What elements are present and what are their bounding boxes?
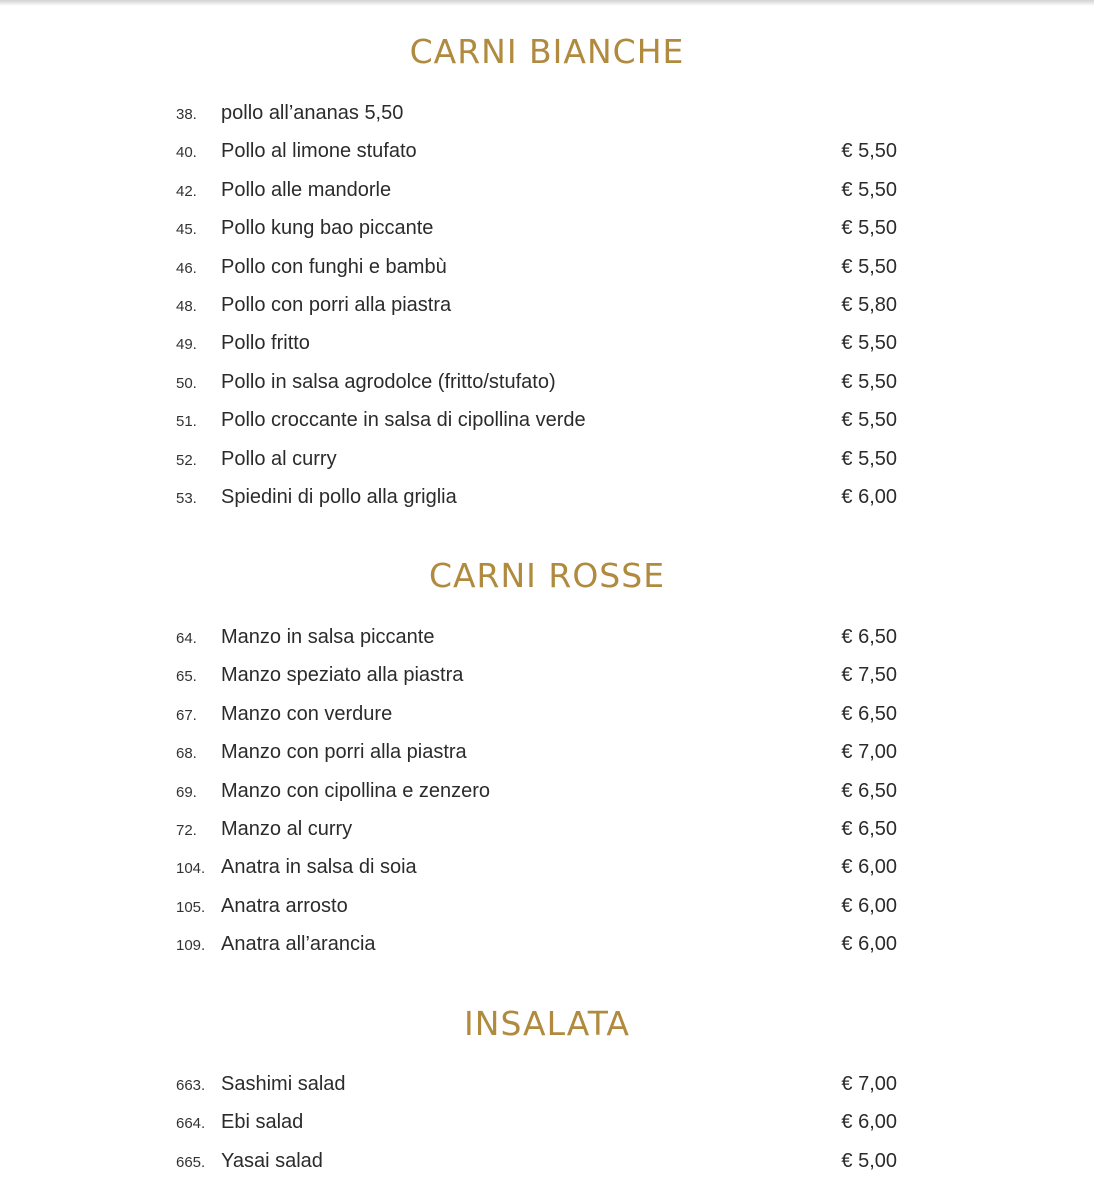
item-price: € 5,50	[841, 255, 897, 278]
item-number: 40.	[176, 144, 197, 162]
list-item	[0, 480, 1094, 518]
item-name: Anatra in salsa di soia	[221, 856, 417, 879]
list-item	[0, 658, 1094, 696]
item-name: Anatra arrosto	[221, 894, 348, 917]
list-item	[0, 1105, 1094, 1143]
list-item	[0, 173, 1094, 211]
item-name: Pollo con funghi e bambù	[221, 255, 447, 278]
item-number: 53.	[176, 489, 197, 507]
item-name: Spiedini di pollo alla griglia	[221, 485, 457, 508]
item-number: 72.	[176, 821, 197, 839]
item-price: € 5,50	[841, 447, 897, 470]
item-price: € 7,00	[841, 1073, 897, 1095]
item-name: Manzo con porri alla piastra	[221, 741, 467, 764]
item-price: € 5,80	[841, 293, 897, 316]
item-price: € 6,00	[841, 485, 897, 508]
item-price: € 5,50	[841, 140, 897, 163]
section-title-carni-bianche: CARNI BIANCHE	[409, 32, 685, 71]
item-price: € 6,00	[841, 856, 897, 879]
list-item	[0, 326, 1094, 364]
item-price: € 5,50	[841, 217, 897, 240]
list-item	[0, 697, 1094, 735]
list-item	[0, 365, 1094, 403]
item-price: € 5,50	[841, 332, 897, 355]
item-price: € 5,00	[841, 1149, 897, 1172]
item-name: Pollo in salsa agrodolce (fritto/stufato)	[221, 370, 556, 393]
section-title-carni-rosse: CARNI ROSSE	[428, 556, 666, 595]
item-price: € 5,50	[841, 370, 897, 393]
item-price: € 6,50	[841, 626, 897, 648]
item-name: Pollo alle mandorle	[221, 178, 392, 201]
menu-list-carni-bianche	[0, 96, 1094, 518]
item-name: Yasai salad	[221, 1149, 323, 1172]
item-number: 65.	[176, 668, 197, 686]
item-number: 42.	[176, 182, 197, 200]
list-item	[0, 620, 1094, 658]
menu-list-insalata	[0, 1067, 1094, 1182]
list-item	[0, 442, 1094, 480]
item-name: Anatra all’arancia	[221, 933, 376, 956]
list-item	[0, 403, 1094, 441]
item-name: Pollo con porri alla piastra	[221, 293, 452, 316]
item-name: Pollo kung bao piccante	[221, 217, 434, 240]
item-price: € 6,00	[841, 1111, 897, 1134]
item-name: pollo all’ananas 5,50	[221, 102, 404, 124]
list-item	[0, 1144, 1094, 1182]
list-item	[0, 774, 1094, 812]
list-item	[0, 1067, 1094, 1105]
item-name: Pollo croccante in salsa di cipollina verde	[221, 409, 586, 432]
section-title-insalata: INSALATA	[464, 1004, 630, 1043]
item-price: € 6,50	[841, 779, 897, 802]
item-number: 67.	[176, 706, 197, 724]
list-item	[0, 211, 1094, 249]
item-number: 68.	[176, 745, 197, 763]
item-name: Manzo in salsa piccante	[221, 626, 435, 648]
item-price: € 6,50	[841, 817, 897, 840]
item-price: € 6,00	[841, 933, 897, 956]
list-item	[0, 288, 1094, 326]
item-name: Pollo al limone stufato	[221, 140, 417, 163]
item-number: 45.	[176, 221, 197, 239]
item-name: Manzo con cipollina e zenzero	[221, 779, 491, 802]
item-name: Pollo al curry	[221, 447, 337, 470]
list-item	[0, 735, 1094, 773]
list-item	[0, 250, 1094, 288]
item-number: 52.	[176, 451, 197, 469]
item-number: 69.	[176, 783, 197, 801]
menu-list-carni-rosse	[0, 620, 1094, 966]
item-number: 51.	[176, 413, 197, 431]
item-price: € 6,50	[841, 702, 897, 725]
item-price: € 5,50	[841, 409, 897, 432]
item-number: 49.	[176, 336, 197, 354]
item-number: 664.	[176, 1115, 206, 1133]
item-name: Manzo speziato alla piastra	[221, 664, 464, 687]
list-item	[0, 96, 1094, 134]
list-item	[0, 812, 1094, 850]
item-number: 48.	[176, 297, 197, 315]
item-price: € 5,50	[841, 178, 897, 201]
item-name: Pollo fritto	[221, 332, 310, 355]
item-name: Sashimi salad	[221, 1073, 346, 1095]
item-number: 64.	[176, 630, 197, 647]
item-name: Ebi salad	[221, 1111, 304, 1134]
item-number: 663.	[176, 1077, 206, 1094]
item-number: 38.	[176, 106, 197, 123]
item-number: 104.	[176, 860, 206, 878]
item-number: 50.	[176, 374, 197, 392]
list-item	[0, 134, 1094, 172]
item-price: € 7,00	[841, 741, 897, 764]
item-name: Manzo al curry	[221, 817, 353, 840]
list-item	[0, 889, 1094, 927]
item-number: 109.	[176, 937, 206, 955]
top-shadow	[0, 0, 1094, 6]
list-item	[0, 927, 1094, 965]
item-number: 665.	[176, 1153, 206, 1171]
item-price: € 6,00	[841, 894, 897, 917]
list-item	[0, 850, 1094, 888]
item-price: € 7,50	[841, 664, 897, 687]
item-name: Manzo con verdure	[221, 702, 393, 725]
item-number: 46.	[176, 259, 197, 277]
item-number: 105.	[176, 898, 206, 916]
